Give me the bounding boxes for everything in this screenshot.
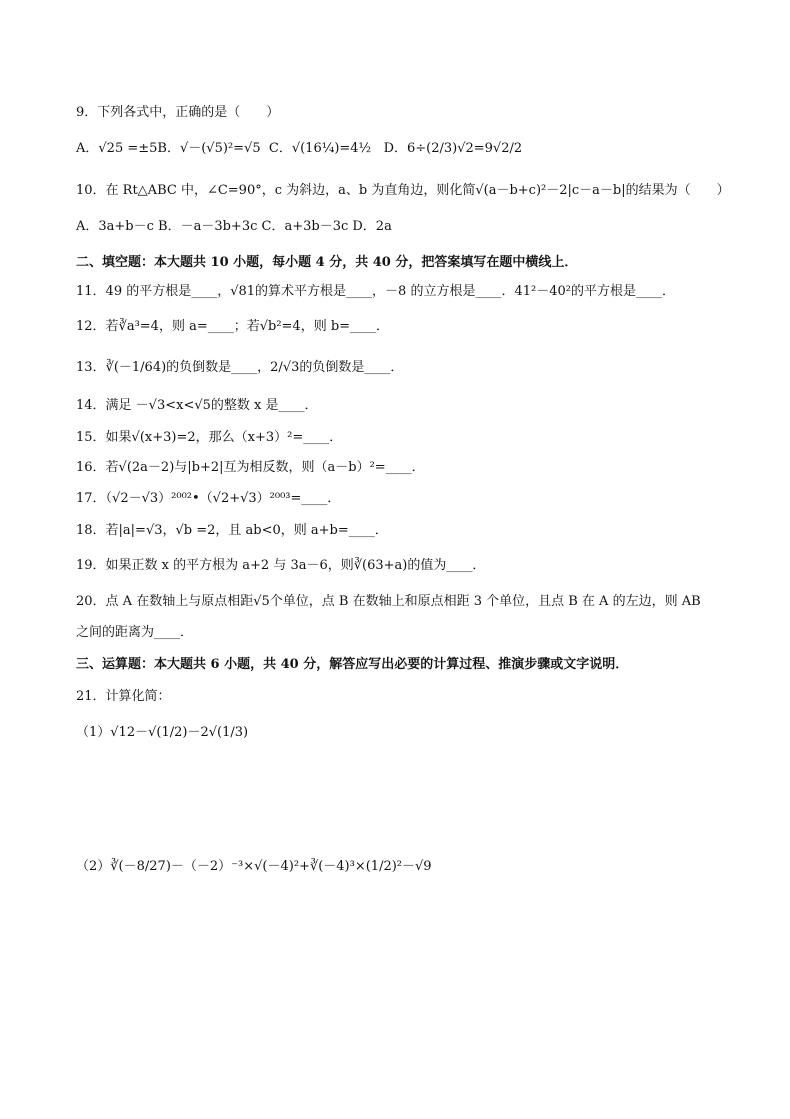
- q12: 12．若∛a³=4，则 a=____；若√b²=4，则 b=____．: [76, 319, 390, 334]
- q15: 15．如果√(x+3)=2，那么（x+3）²=____．: [76, 430, 343, 445]
- q9-options: [76, 140, 522, 158]
- q19: 19．如果正数 x 的平方根为 a+2 与 3a－6，则∛(63+a)的值为____．: [76, 558, 486, 573]
- q11: 11．49 的平方根是____，√81的算术平方根是____，－8 的立方根是____．41²－40²的平方根是____．: [76, 284, 675, 299]
- q9-option-a-b: A．√25 =±5B．√－(√5)²=√5: [76, 141, 261, 156]
- q20-line-1: 20．点 A 在数轴上与原点相距√5个单位，点 B 在数轴上和原点相距 3 个单位，且点 B 在 A 的左边，则 AB: [76, 594, 701, 609]
- q20-line-2: 之间的距离为____．: [76, 625, 194, 640]
- q21-part-2: （2）∛(－8/27)－（－2）⁻³×√(－4)²+∛(－4)³×(1/2)²－√9: [76, 859, 432, 874]
- q21-stem: 21．计算化简：: [76, 689, 171, 704]
- q10-stem: 10．在 Rt△ABC 中，∠C=90°，c 为斜边，a、b 为直角边，则化简√(a－b+c)²－2|c－a－b|的结果为（ ）: [76, 183, 730, 198]
- q13: 13．∛(－1/64)的负倒数是____，2/√3的负倒数是____．: [76, 360, 404, 375]
- section-3-heading: 三、运算题：本大题共 6 小题，共 40 分，解答应写出必要的计算过程、推演步骤或文字说明．: [76, 657, 629, 672]
- q16: 16．若√(2a－2)与|b+2|互为相反数，则（a－b）²=____．: [76, 460, 425, 475]
- q9-option-c: C．√(16¼)=4½: [268, 141, 372, 156]
- q18: 18．若|a|=√3，√b =2，且 ab<0，则 a+b=____．: [76, 523, 388, 538]
- section-2-heading: 二、填空题：本大题共 10 小题，每小题 4 分，共 40 分，把答案填写在题中横线上．: [76, 255, 578, 270]
- q21-part-1: （1）√12－√(1/2)－2√(1/3): [76, 725, 249, 740]
- q9-option-d: D．6÷(2/3)√2=9√2/2: [383, 141, 523, 156]
- q10-options: A．3a+b－c B．－a－3b+3c C．a+3b－3c D．2a: [76, 219, 392, 234]
- q14: 14．满足 －√3<x<√5的整数 x 是____．: [76, 398, 318, 413]
- q17: 17．（√2－√3）²⁰⁰²•（√2+√3）²⁰⁰³=____．: [76, 491, 341, 506]
- q9-stem: 9．下列各式中，正确的是（ ）: [76, 105, 280, 120]
